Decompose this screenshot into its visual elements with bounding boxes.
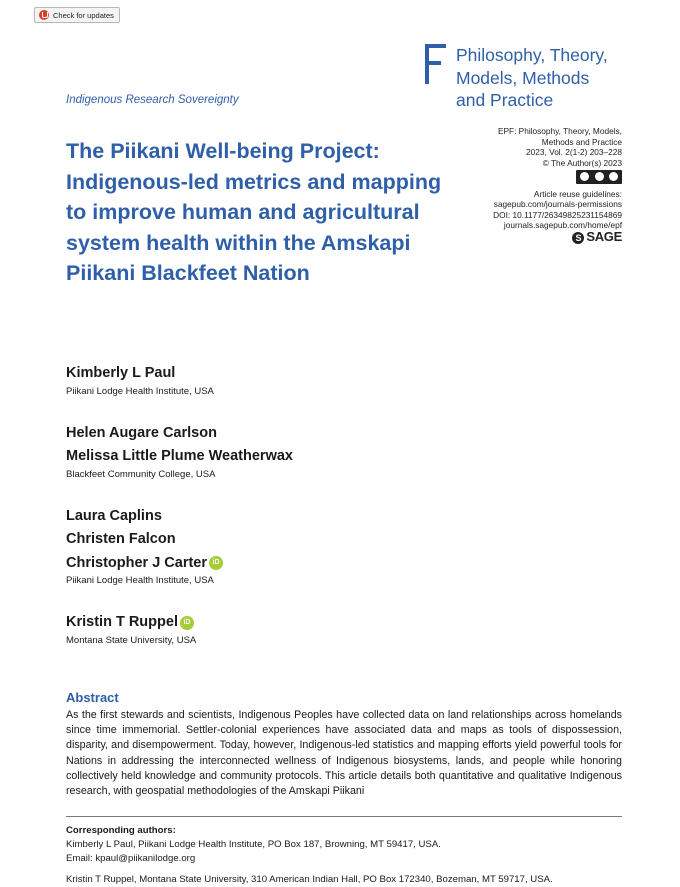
doi-line[interactable]: DOI: 10.1177/26349825231154869 [493, 209, 622, 220]
journal-home-link[interactable]: journals.sagepub.com/home/epf [503, 220, 622, 230]
meta-line: 2023, Vol. 2(1-2) 203–228 [526, 147, 622, 157]
correspondence-line-cut: Kristin T Ruppel, Montana State University, 310 American Indian Hall, PO Box 172340, Bozeman, MT 59717, USA. [66, 874, 553, 885]
author-group [66, 362, 486, 398]
journal-name-line: Models, Methods [456, 67, 590, 88]
meta-line: Methods and Practice [541, 136, 622, 147]
footnote-divider [66, 816, 622, 817]
journal-name-line: Philosophy, Theory, [456, 45, 608, 65]
abstract-heading: Abstract [66, 690, 119, 705]
author-name [66, 422, 486, 446]
author-name [66, 528, 486, 552]
meta-line: EPF: Philosophy, Theory, Models, [497, 126, 622, 136]
series-label: Indigenous Research Sovereignty [66, 94, 239, 106]
author-name-text: Helen Augare Carlson [66, 424, 217, 441]
author-name-text: Christen Falcon [66, 531, 176, 547]
author-affiliation: Piikani Lodge Health Institute, USA [66, 575, 214, 586]
correspondence-email[interactable]: Email: kpaul@piikanilodge.org [66, 853, 196, 864]
meta-line: © The Author(s) 2023 [542, 157, 622, 168]
journal-f-logo-icon [424, 44, 448, 84]
cc-by-nc-icon[interactable] [576, 170, 622, 184]
author-name [66, 552, 486, 576]
author-group [66, 611, 486, 647]
author-name [66, 445, 486, 469]
reuse-line: Article reuse guidelines: [533, 188, 622, 199]
check-updates-label: Check for updates [53, 11, 114, 20]
journal-name [456, 44, 656, 112]
author-group [66, 422, 486, 481]
author-name-text: Kimberly L Paul [66, 365, 176, 381]
article-metadata [392, 126, 622, 244]
author-affiliation: Montana State University, USA [66, 634, 197, 646]
orcid-icon[interactable]: iD [180, 616, 194, 630]
reuse-link[interactable]: sagepub.com/journals-permissions [493, 199, 622, 209]
author-name [66, 362, 486, 386]
author-name [66, 505, 486, 529]
correspondence-block [66, 824, 622, 866]
author-name-text: Laura Caplins [66, 507, 162, 524]
author-name-text: Christopher J Carter [66, 554, 208, 571]
check-updates-icon [39, 10, 49, 20]
correspondence-line: Kimberly L Paul, Piikani Lodge Health Institute, PO Box 187, Browning, MT 59417, USA. [66, 839, 441, 850]
author-name-text: Melissa Little Plume Weatherwax [66, 448, 293, 464]
author-group [66, 505, 486, 588]
abstract-body: As the first stewards and scientists, Indigenous Peoples have collected data on land relationships across homelands since time immemorial. Settler-colonial experiences have associated data and maps as tools of dispossession, disparity, and disempowerment. Today, however, Indigenous-led statistics and mapping efforts yield powerful tools for Nations in addressing the interconnected wellness of Indigenous biosystems, lands, and people while honoring collectively held knowledge and community protocols. This article details both quantitative and qualitative Indigenous research, with geospatial methodologies of the Amskapi Piikani [66, 709, 622, 798]
author-list [66, 362, 486, 671]
author-name-text: Kristin T Ruppel [66, 614, 178, 630]
sage-logo [572, 229, 622, 245]
article-title: The Piikani Well-being Project: Indigenous-led metrics and mapping to improve human and agricultural system health within the Amskapi Piikani Blackfeet Nation [66, 139, 442, 285]
sage-logo-text: SAGE [586, 229, 622, 245]
author-affiliation: Piikani Lodge Health Institute, USA [66, 385, 214, 397]
author-name [66, 611, 486, 635]
orcid-icon[interactable]: iD [209, 556, 223, 570]
sage-mark-icon: S [572, 232, 584, 244]
author-affiliation: Blackfeet Community College, USA [66, 468, 216, 480]
correspondence-label: Corresponding authors: [66, 825, 176, 836]
journal-name-line: and Practice [456, 90, 554, 110]
check-for-updates-button[interactable] [34, 7, 120, 23]
